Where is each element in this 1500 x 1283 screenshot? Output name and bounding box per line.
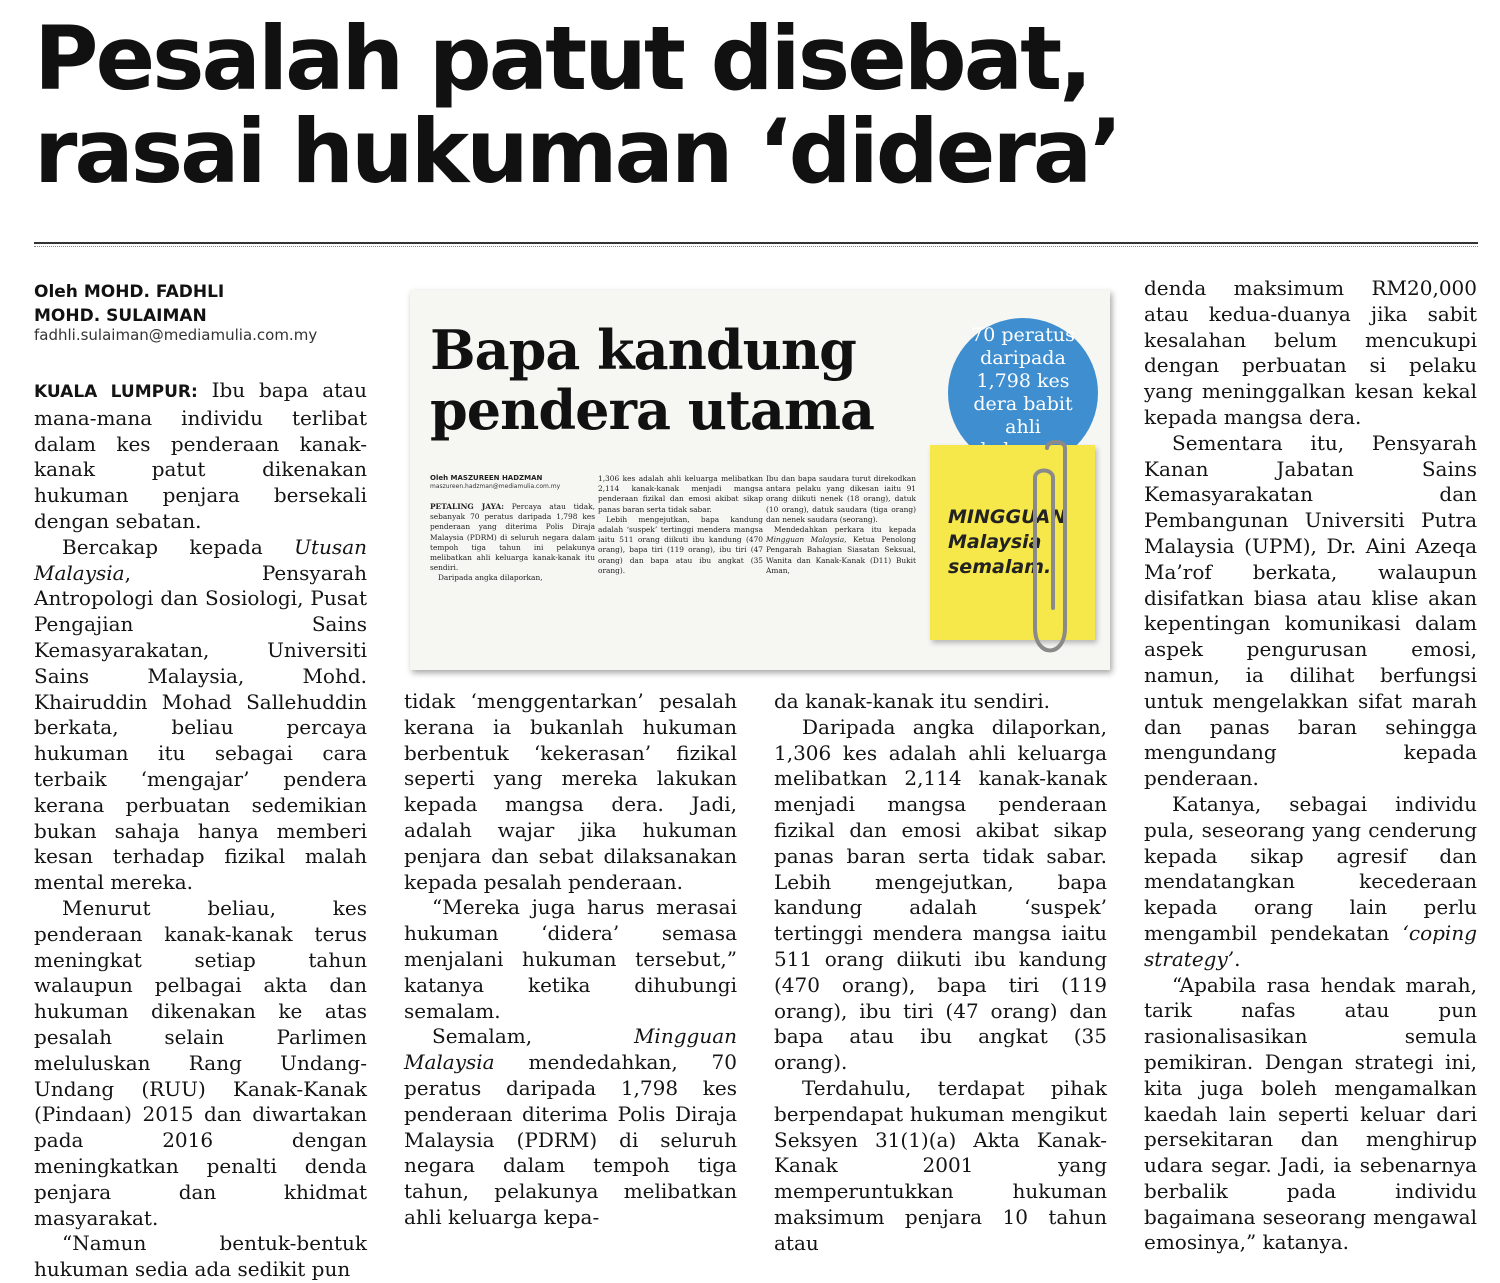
- inset-title: [430, 320, 874, 440]
- article-column-4: [1144, 276, 1477, 1256]
- inset-paragraph-text: , Ketua Penolong Pengarah Bahagian Siasatan Seksual, Wanita dan Kanak-Kanak (D11) Bukit Aman,: [766, 535, 916, 575]
- inset-title-line-2: pendera utama: [430, 378, 875, 442]
- inset-column-2: [598, 474, 763, 576]
- inset-dateline: PETALING JAYA:: [430, 502, 504, 511]
- publication-name: Mingguan Malaysia: [404, 1024, 737, 1075]
- article-column-1: [34, 378, 367, 1283]
- inset-paragraph: [430, 502, 595, 573]
- inset-title-line-1: Bapa kandung: [430, 318, 856, 382]
- byline: [34, 280, 224, 328]
- inset-paragraph: [766, 525, 916, 576]
- paragraph: “Namun bentuk-bentuk hukuman sedia ada sedikit pun: [34, 1231, 367, 1282]
- emphasized-term: ‘coping strategy’: [1144, 920, 1477, 971]
- paragraph-text: Ibu bapa atau mana-mana individu terlibat dalam kes penderaan kanak-kanak patut dikenakan hukuman penjara bersekali dengan sebatan.: [34, 378, 367, 533]
- headline-divider-dotted: [34, 246, 1478, 247]
- paragraph: da kanak-kanak itu sendiri.: [774, 689, 1050, 713]
- inset-paragraph: 1,306 kes adalah ahli keluarga melibatkan 2,114 kanak-kanak menjadi mangsa penderaan fizikal dan emosi akibat sikap panas baran serta tidak sabar.: [598, 474, 763, 514]
- inset-paragraph: Lebih mengejutkan, bapa kandung adalah ‘suspek’ tertinggi mendera mangsa iaitu 511 orang diikuti ibu kandung (470 orang), bapa tiri (119 orang), ibu tiri (47 orang) dan bapa atau ibu angkat (35 orang).: [598, 514, 763, 575]
- paragraph-text: Semalam,: [432, 1024, 634, 1049]
- paragraph: [34, 535, 367, 896]
- statistic-callout-text: 70 peratus daripada 1,798 kes dera babit ahli: [971, 324, 1075, 438]
- headline-line-2: rasai hukuman ‘didera’: [34, 100, 1120, 203]
- paragraph-text: mendedahkan, 70 peratus daripada 1,798 kes penderaan diterima Polis Diraja Malaysia (PDRM) di seluruh negara dalam tempoh tiga tahun, pelakunya melibatkan ahli keluarga kepa-: [404, 1050, 737, 1229]
- paragraph: “Apabila rasa hendak marah, tarik nafas atau pun rasionalisasikan semula pemikiran. Dengan strategi ini, kita juga boleh mengamalkan kaedah lain seperti keluar dari persekitaran dan menghirup udara segar. Jadi, ia sebenarnya berbalik pada individu bagaimana seseorang mengawal emosinya,” katanya.: [1144, 972, 1477, 1255]
- byline-email: fadhli.sulaiman@mediamulia.com.my: [34, 326, 318, 344]
- headline-divider: [34, 242, 1478, 244]
- paragraph: “Mereka juga harus merasai hukuman ‘didera’ semasa menjalani hukuman tersebut,” katanya ketika dihubungi semalam.: [404, 895, 737, 1023]
- headline-line-1: Pesalah patut disebat,: [34, 7, 1090, 110]
- paperclip-icon: [1025, 438, 1085, 668]
- paragraph: denda maksimum RM20,000 atau kedua-duanya jika sabit kesalahan belum mencukupi dengan perbuatan si pelaku yang meninggalkan kesan kekal kepada mangsa dera.: [1144, 276, 1477, 429]
- dateline: KUALA LUMPUR:: [34, 382, 198, 402]
- paragraph: Menurut beliau, kes penderaan kanak-kanak terus meningkat setiap tahun walaupun pelbagai akta dan hukuman dikenakan ke atas pesalah selain Parlimen meluluskan Rang Undang-Undang (RUU) Kanak-Kanak (Pindaan) 2015 dan diwartakan pada 2016 dengan meningkatkan penalti denda penjara dan khidmat masyarakat.: [34, 895, 367, 1230]
- paragraph-text: , Pensyarah Antropologi dan Sosiologi, Pusat Pengajian Sains Kemasyarakatan, Universiti Sains Malaysia, Mohd. Khairuddin Mohad Sallehuddin berkata, beliau percaya hukuman itu sebagai cara terbaik ‘mengajar’ pendera kerana perbuatan sedemikian bukan sahaja hanya memberi kesan terhadap fizikal malah mental mereka.: [34, 560, 367, 895]
- sticky-note-line-3: semalam.: [948, 556, 1052, 578]
- inset-column-3: [766, 474, 916, 576]
- paragraph: [34, 378, 367, 535]
- paragraph: tidak ‘menggentarkan’ pesalah kerana ia bukanlah hukuman berbentuk ‘kekerasan’ fizikal seperti yang mereka lakukan kepada mangsa dera. Jadi, adalah wajar jika hukuman penjara dan sebat dilaksanakan kepada pesalah penderaan.: [404, 689, 737, 894]
- paragraph-text: .: [1234, 946, 1241, 971]
- inset-byline-email: maszureen.hadzman@mediamulia.com.my: [430, 483, 561, 490]
- paragraph: Sementara itu, Pensyarah Kanan Jabatan Sains Kemasyarakatan dan Pembangunan Universiti Putra Malaysia (UPM), Dr. Aini Azeqa Ma’rof berkata, walaupun disifatkan biasa atau klise akan kepentingan komunikasi dalam aspek pengurusan emosi, namun, ia dilihat berfungsi untuk mengelakkan sifat marah dan panas baran sehingga mengundang kepada penderaan.: [1144, 430, 1477, 791]
- byline-line-2: MOHD. SULAIMAN: [34, 306, 207, 326]
- inset-column-1: [430, 502, 595, 584]
- headline: [34, 7, 1474, 203]
- sticky-note-line-1: MINGGUAN: [948, 506, 1067, 528]
- inset-paragraph-text: Percaya atau tidak, sebanyak 70 peratus daripada 1,798 kes penderaan yang diterima Polis Diraja Malaysia (PDRM) di seluruh negara dalam tempoh tiga tahun ini pelakunya melibatkan ahli keluarga kanak-kanak itu sendiri.: [430, 502, 595, 573]
- article-column-3: [774, 689, 1107, 1257]
- paragraph-text: Bercakap kepada: [62, 534, 295, 559]
- publication-name: Utusan Malaysia: [34, 534, 367, 585]
- inset-paragraph: Daripada angka dilaporkan,: [438, 573, 543, 583]
- inset-byline: Oleh MASZUREEN HADZMAN: [430, 474, 543, 482]
- inset-paragraph: Ibu dan bapa saudara turut direkodkan antara pelaku yang dikesan iaitu 91 orang diikuti nenek (18 orang), datuk (10 orang), datuk saudara (tiga orang) dan nenek saudara (seorang).: [766, 474, 916, 524]
- paragraph: Terdahulu, terdapat pihak berpendapat hukuman mengikut Seksyen 31(1)(a) Akta Kanak-Kanak 2001 yang memperuntukkan hukuman maksimum penjara 10 tahun atau: [774, 1075, 1107, 1255]
- article-column-2: [404, 689, 737, 1231]
- paragraph: [404, 1024, 737, 1230]
- paragraph: Daripada angka dilaporkan, 1,306 kes adalah ahli keluarga melibatkan 2,114 kanak-kanak menjadi mangsa penderaan fizikal dan emosi akibat sikap panas baran serta tidak sabar. Lebih mengejutkan, bapa kandung adalah ‘suspek’ tertinggi mendera mangsa iaitu 511 orang diikuti ibu kandung (470 orang), bapa tiri (119 orang), ibu tiri (47 orang) dan bapa atau ibu angkat (35 orang).: [774, 714, 1107, 1075]
- paragraph: [1144, 792, 1477, 973]
- sticky-note-line-2: Malaysia: [948, 531, 1042, 553]
- publication-name: Mingguan Malaysia: [766, 535, 845, 545]
- inset-paragraph-text: Mendedahkan perkara itu kepada: [774, 525, 916, 535]
- byline-line-1: Oleh MOHD. FADHLI: [34, 282, 225, 302]
- paragraph-text: Katanya, sebagai individu pula, seseorang yang cenderung kepada sikap agresif dan mendatangkan kecederaan kepada orang lain perlu mengambil pendekatan: [1144, 791, 1477, 945]
- inset-clipping: [410, 290, 1110, 670]
